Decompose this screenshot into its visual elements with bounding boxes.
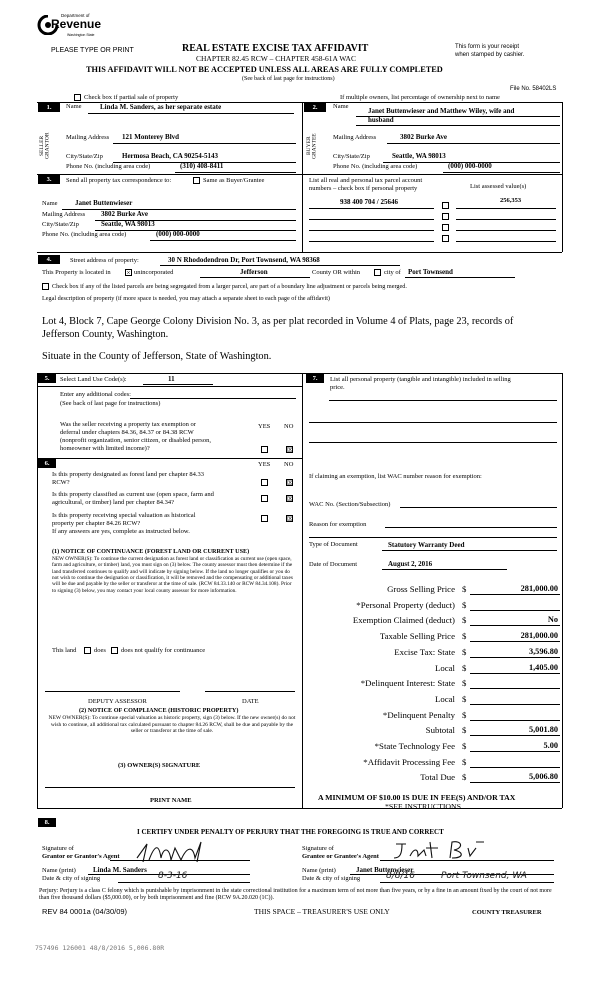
seller-city[interactable]: Hermosa Beach, CA 90254-5143 — [122, 152, 219, 160]
exempt-question-2: deferral under chapters 84.36, 84.37 or 84.38 RCW — [60, 429, 194, 436]
legal-label: Legal description of property (if more space is needed, you may attach a separate sheet to each page of the affidavit) — [42, 295, 330, 302]
sec5-see-back: (See back of last page for instructions) — [60, 400, 161, 407]
city-of-label: city of — [384, 269, 401, 276]
seller-mail[interactable]: 121 Monterey Blvd — [122, 133, 180, 141]
parcel-list-label-2: numbers – check box if personal property — [309, 185, 418, 192]
calc-dollar: $ — [462, 756, 467, 767]
personal-property-checkbox-1[interactable] — [442, 202, 449, 209]
street-label: Street address of property: — [70, 257, 139, 264]
see-back: (See back of last page for instructions) — [242, 76, 335, 82]
land-use-label: Select Land Use Code(s): — [60, 376, 127, 383]
calc-dollar: $ — [462, 615, 467, 626]
notice-2-title: (2) NOTICE OF COMPLIANCE (HISTORIC PROPERTY) — [79, 707, 239, 714]
personal-property-label-2: price. — [330, 384, 345, 391]
parcel-list-label-1: List all real and personal tax parcel account — [309, 177, 423, 184]
buyer-name-label: Name — [333, 103, 349, 110]
section-4-number: 4. — [38, 255, 60, 264]
buyer-phone[interactable]: (000) 000-0000 — [448, 162, 492, 170]
grantee-signature[interactable] — [392, 838, 492, 862]
calc-value[interactable]: No — [547, 615, 558, 625]
calc-label: *Affidavit Processing Fee — [363, 756, 455, 767]
grantor-date[interactable]: 8-3-16 — [158, 871, 188, 881]
sec3-mail[interactable]: 3802 Burke Ave — [101, 210, 148, 218]
personal-property-checkbox-3[interactable] — [442, 224, 449, 231]
current-use-yes-checkbox[interactable] — [261, 495, 268, 502]
grantee-city[interactable]: Port Townsend, WA — [441, 871, 527, 881]
buyer-city[interactable]: Seattle, WA 98013 — [392, 152, 446, 160]
grantee-name-label: Name (print) — [302, 867, 336, 874]
seller-mail-label: Mailing Address — [66, 134, 110, 141]
calc-label: *Personal Property (deduct) — [356, 599, 455, 610]
forest-no-checkbox[interactable]: ☒ — [287, 479, 294, 487]
does-not-label: does not qualify for continuance — [121, 647, 206, 654]
does-not-checkbox[interactable] — [111, 647, 118, 654]
grantee-sig-label-2: Grantee or Grantee's Agent — [302, 853, 379, 860]
calc-dollar: $ — [462, 631, 467, 642]
form-warning: THIS AFFIDAVIT WILL NOT BE ACCEPTED UNLESS ALL AREAS ARE FULLY COMPLETED — [86, 65, 443, 74]
send-correspondence-label: Send all property tax correspondence to: — [66, 177, 172, 184]
exemption-label: If claiming an exemption, list WAC number reason for exemption: — [309, 473, 482, 480]
seller-name-label: Name — [66, 103, 82, 110]
county-treasurer: COUNTY TREASURER — [472, 909, 542, 916]
segregated-checkbox[interactable] — [42, 283, 49, 290]
personal-property-checkbox-4[interactable] — [442, 235, 449, 242]
grantee-date[interactable]: 8/8/16 — [386, 871, 415, 881]
buyer-mail[interactable]: 3802 Burke Ave — [400, 133, 447, 141]
calc-label: Total Due — [420, 772, 455, 783]
section-5-number: 5. — [38, 374, 56, 383]
sec3-city-label: City/State/Zip — [42, 221, 79, 228]
calc-dollar: $ — [462, 693, 467, 704]
section-1-number: 1. — [38, 103, 60, 112]
buyer-side-label: BUYER GRANTEE — [306, 133, 318, 159]
minimum-fee: A MINIMUM OF $10.00 IS DUE IN FEE(S) AND/OR TAX — [318, 793, 516, 802]
document-date[interactable]: August 2, 2016 — [388, 560, 433, 568]
section-3-number: 3. — [38, 175, 60, 184]
personal-property-checkbox-2[interactable] — [442, 213, 449, 220]
section-6-number: 6. — [38, 459, 56, 468]
form-title: REAL ESTATE EXCISE TAX AFFIDAVIT — [182, 43, 369, 54]
this-land-label: This land — [52, 647, 77, 654]
form-chapter: CHAPTER 82.45 RCW – CHAPTER 458-61A WAC — [196, 54, 356, 63]
deputy-assessor-label: DEPUTY ASSESSOR — [88, 698, 147, 705]
calc-value[interactable]: 1,405.00 — [528, 662, 558, 672]
historic-no-checkbox[interactable]: ☒ — [287, 515, 294, 523]
owner-signature-label: (3) OWNER(S) SIGNATURE — [118, 762, 201, 769]
calc-value[interactable]: 281,000.00 — [520, 631, 558, 641]
city-checkbox[interactable] — [374, 269, 381, 276]
exempt-yes-checkbox[interactable] — [261, 446, 268, 453]
historic-q-1: Is this property receiving special valuation as historical — [52, 512, 196, 519]
calc-label: Excise Tax: State — [394, 646, 455, 657]
calc-label: *Delinquent Penalty — [382, 709, 455, 720]
county-label: County OR within — [312, 269, 361, 276]
multiple-owners-label: If multiple owners, list percentage of ownership next to name — [340, 94, 500, 101]
calc-value[interactable]: 281,000.00 — [520, 584, 558, 593]
seller-name[interactable]: Linda M. Sanders, as her separate estate — [100, 103, 222, 111]
partial-sale-checkbox[interactable] — [74, 94, 81, 101]
buyer-city-label: City/State/Zip — [333, 153, 370, 160]
does-label: does — [94, 647, 106, 654]
same-as-buyer-label: Same as Buyer/Grantee — [203, 177, 265, 184]
assessor-date-label: DATE — [242, 698, 259, 705]
seller-phone[interactable]: (310) 408-8411 — [180, 162, 224, 170]
sec5-no: NO — [284, 423, 294, 430]
section-7-number: 7. — [306, 374, 324, 383]
forest-q-2: RCW? — [52, 479, 70, 486]
exempt-question-3: (nonprofit organization, senior citizen, or disabled person, — [60, 437, 211, 444]
calc-dollar: $ — [462, 584, 467, 594]
segregated-label: Check box if any of the listed parcels are being segregated from a larger parcel, are part of a boundary line adjustment or parcels being merged. — [52, 283, 407, 290]
cashier-stamp: 757496 126001 48/8/2016 5,006.80R — [35, 944, 165, 952]
exempt-question-4: homeowner with limited income)? — [60, 445, 150, 452]
calc-label: Taxable Selling Price — [379, 631, 455, 642]
calc-value[interactable]: 3,596.80 — [528, 646, 558, 656]
sec3-phone-label: Phone No. (including area code) — [42, 231, 127, 238]
if-yes-label: If any answers are yes, complete as instructed below. — [52, 528, 190, 535]
sec3-name[interactable]: Janet Buttenwieser — [75, 199, 133, 207]
certify-statement: I CERTIFY UNDER PENALTY OF PERJURY THAT THE FOREGOING IS TRUE AND CORRECT — [137, 828, 444, 836]
seller-phone-label: Phone No. (including area code) — [66, 163, 151, 170]
please-type: PLEASE TYPE OR PRINT — [51, 47, 134, 54]
grantor-sig-label-2: Grantor or Grantor's Agent — [42, 853, 120, 860]
sec3-name-label: Name — [42, 200, 58, 207]
grantor-signature[interactable] — [135, 840, 220, 865]
calc-label: Subtotal — [425, 725, 455, 736]
document-type[interactable]: Statutory Warranty Deed — [388, 541, 465, 549]
grantor-date-label: Date & city of signing — [42, 875, 101, 882]
sec3-phone[interactable]: (000) 000-0000 — [156, 230, 200, 238]
personal-property-label-1: List all personal property (tangible and intangible) included in selling — [330, 376, 511, 383]
calc-value[interactable]: 5,006.80 — [528, 772, 558, 782]
grantee-date-label: Date & city of signing — [302, 875, 361, 882]
calc-dollar: $ — [462, 772, 467, 783]
rev-number: REV 84 0001a (04/30/09) — [42, 907, 128, 916]
land-use-code[interactable]: 11 — [168, 375, 175, 383]
grantee-name[interactable]: Janet Buttenwieser — [356, 866, 414, 874]
exempt-no-checkbox[interactable]: ☒ — [287, 446, 294, 454]
grantor-sig-label-1: Signature of — [42, 845, 74, 852]
see-instructions: *SEE INSTRUCTIONS — [385, 802, 462, 811]
partial-sale-label: Check box if partial sale of property — [84, 94, 179, 101]
receipt-line-2: when stamped by cashier. — [455, 52, 525, 58]
forest-yes-checkbox[interactable] — [261, 479, 268, 486]
notice-2-body: NEW OWNER(S): To continue special valuation as historic property, sign (3) below. If the new owner(s) do not wish to continue, all additional tax calculated pursuant to chapter 84.26 RCW, shall be due and payable by the seller or transferor at the time of sale. — [48, 715, 296, 735]
grantee-sig-label-1: Signature of — [302, 845, 334, 852]
sec6-yes: YES — [258, 461, 271, 468]
wac-label: WAC No. (Section/Subsection) — [309, 501, 391, 508]
legal-description-3[interactable]: Situate in the County of Jefferson, State of Washington. — [42, 351, 272, 362]
receipt-line-1: This form is your receipt — [455, 44, 520, 50]
located-label: This Property is located in — [42, 269, 111, 276]
doc-type-label: Type of Document — [309, 541, 358, 548]
calc-label: *Delinquent Interest: State — [360, 678, 455, 689]
dor-logo — [37, 12, 102, 44]
seller-city-label: City/State/Zip — [66, 153, 103, 160]
logo-name: Revenue — [51, 17, 102, 31]
property-street[interactable]: 30 N Rhododendron Dr, Port Townsend, WA 98368 — [168, 256, 320, 264]
notice-1-title: (1) NOTICE OF CONTINUANCE (FOREST LAND OR CURRENT USE) — [52, 548, 250, 555]
treasurer-space: THIS SPACE – TREASURER'S USE ONLY — [254, 907, 390, 916]
unincorporated-label: unincorporated — [134, 269, 174, 276]
parcel-number[interactable]: 938 400 704 / 25646 — [340, 198, 398, 206]
print-name-label: PRINT NAME — [150, 797, 192, 804]
doc-date-label: Date of Document — [309, 561, 358, 568]
grantor-name-label: Name (print) — [42, 867, 76, 874]
sec3-city[interactable]: Seattle, WA 98013 — [101, 220, 155, 228]
calc-dollar: $ — [462, 678, 467, 689]
assessed-value[interactable]: 256,353 — [500, 197, 522, 204]
buyer-name-2[interactable]: husband — [368, 116, 394, 124]
calc-value[interactable]: 5,001.80 — [528, 725, 558, 735]
reason-label: Reason for exemption — [309, 521, 367, 528]
buyer-mail-label: Mailing Address — [333, 134, 377, 141]
current-use-no-checkbox[interactable]: ☒ — [287, 495, 294, 503]
calc-dollar: $ — [462, 662, 467, 673]
county[interactable]: Jefferson — [240, 268, 268, 276]
section-8-number: 8. — [38, 818, 56, 827]
unincorporated-checkbox[interactable]: × — [126, 269, 131, 277]
calc-dollar: $ — [462, 646, 467, 657]
perjury-notice: Perjury: Perjury is a class C felony which is punishable by imprisonment in the state correctional institution for a maximum term of not more than five years, or by a fine in an amount fixed by the court of not more than five thousand dollars ($5,000.00), or by both imprisonment and fine (RCW 9A.20.020 (1C)). — [39, 888, 552, 902]
calc-dollar: $ — [462, 599, 467, 610]
historic-q-2: property per chapter 84.26 RCW? — [52, 520, 141, 527]
calc-label: Local — [434, 693, 455, 704]
city[interactable]: Port Townsend — [408, 268, 453, 276]
buyer-phone-label: Phone No. (including area code) — [333, 163, 418, 170]
does-checkbox[interactable] — [84, 647, 91, 654]
assessed-label: List assessed value(s) — [470, 183, 527, 190]
calc-dollar: $ — [462, 725, 467, 736]
additional-codes-label: Enter any additional codes: — [60, 391, 131, 398]
seller-side-label: SELLER GRANTOR — [39, 132, 51, 160]
file-no: File No. 58402LS — [510, 86, 557, 92]
calc-dollar: $ — [462, 741, 467, 751]
same-as-buyer-checkbox[interactable] — [193, 177, 200, 184]
calc-label: *State Technology Fee — [374, 741, 455, 751]
forest-q-1: Is this property designated as forest land per chapter 84.33 — [52, 471, 204, 478]
grantor-name[interactable]: Linda M. Sanders — [93, 866, 147, 874]
historic-yes-checkbox[interactable] — [261, 515, 268, 522]
notice-1-body: NEW OWNER(S): To continue the current designation as forest land or classification as current use (open space, farm and agriculture, or timber) land, you must sign on (3) below. The county assessor must then determine if the land transferred continues to qualify and will indicate by signing below. If the land no longer qualifies or you do not wish to continue the designation or classification, it will be removed and the compensating or additional taxes will be due and payable by the seller or transferor at the time of sale. (RCW 84.33.140 or RCW 84.34.108). Prior to signing (3) below, you may contact your local county assessor for more information. — [52, 556, 293, 594]
calc-value[interactable]: 5.00 — [543, 741, 558, 750]
calc-label: Exemption Claimed (deduct) — [352, 615, 455, 626]
legal-description-2[interactable]: Jefferson County, Washington. — [42, 329, 169, 340]
calc-dollar: $ — [462, 709, 467, 720]
exempt-question-1: Was the seller receiving a property tax exemption or — [60, 421, 196, 428]
section-2-number: 2. — [304, 103, 326, 112]
calc-label: Local — [434, 662, 455, 673]
sec5-yes: YES — [258, 423, 271, 430]
calc-label: Gross Selling Price — [387, 584, 455, 594]
sec6-no: NO — [284, 461, 294, 468]
legal-description-1[interactable]: Lot 4, Block 7, Cape George Colony Division No. 3, as per plat recorded in Volume 4 of Plats, page 23, records of — [42, 316, 514, 327]
current-use-q-1: Is this property classified as current use (open space, farm and — [52, 491, 214, 498]
current-use-q-2: agricultural, or timber) land per chapter 84.34? — [52, 499, 175, 506]
logo-state: Washington State — [67, 33, 95, 37]
logo-dept: Department of — [61, 13, 90, 18]
sec3-mail-label: Mailing Address — [42, 211, 86, 218]
buyer-name-1[interactable]: Janet Buttenwieser and Matthew Wiley, wife and — [368, 107, 515, 115]
